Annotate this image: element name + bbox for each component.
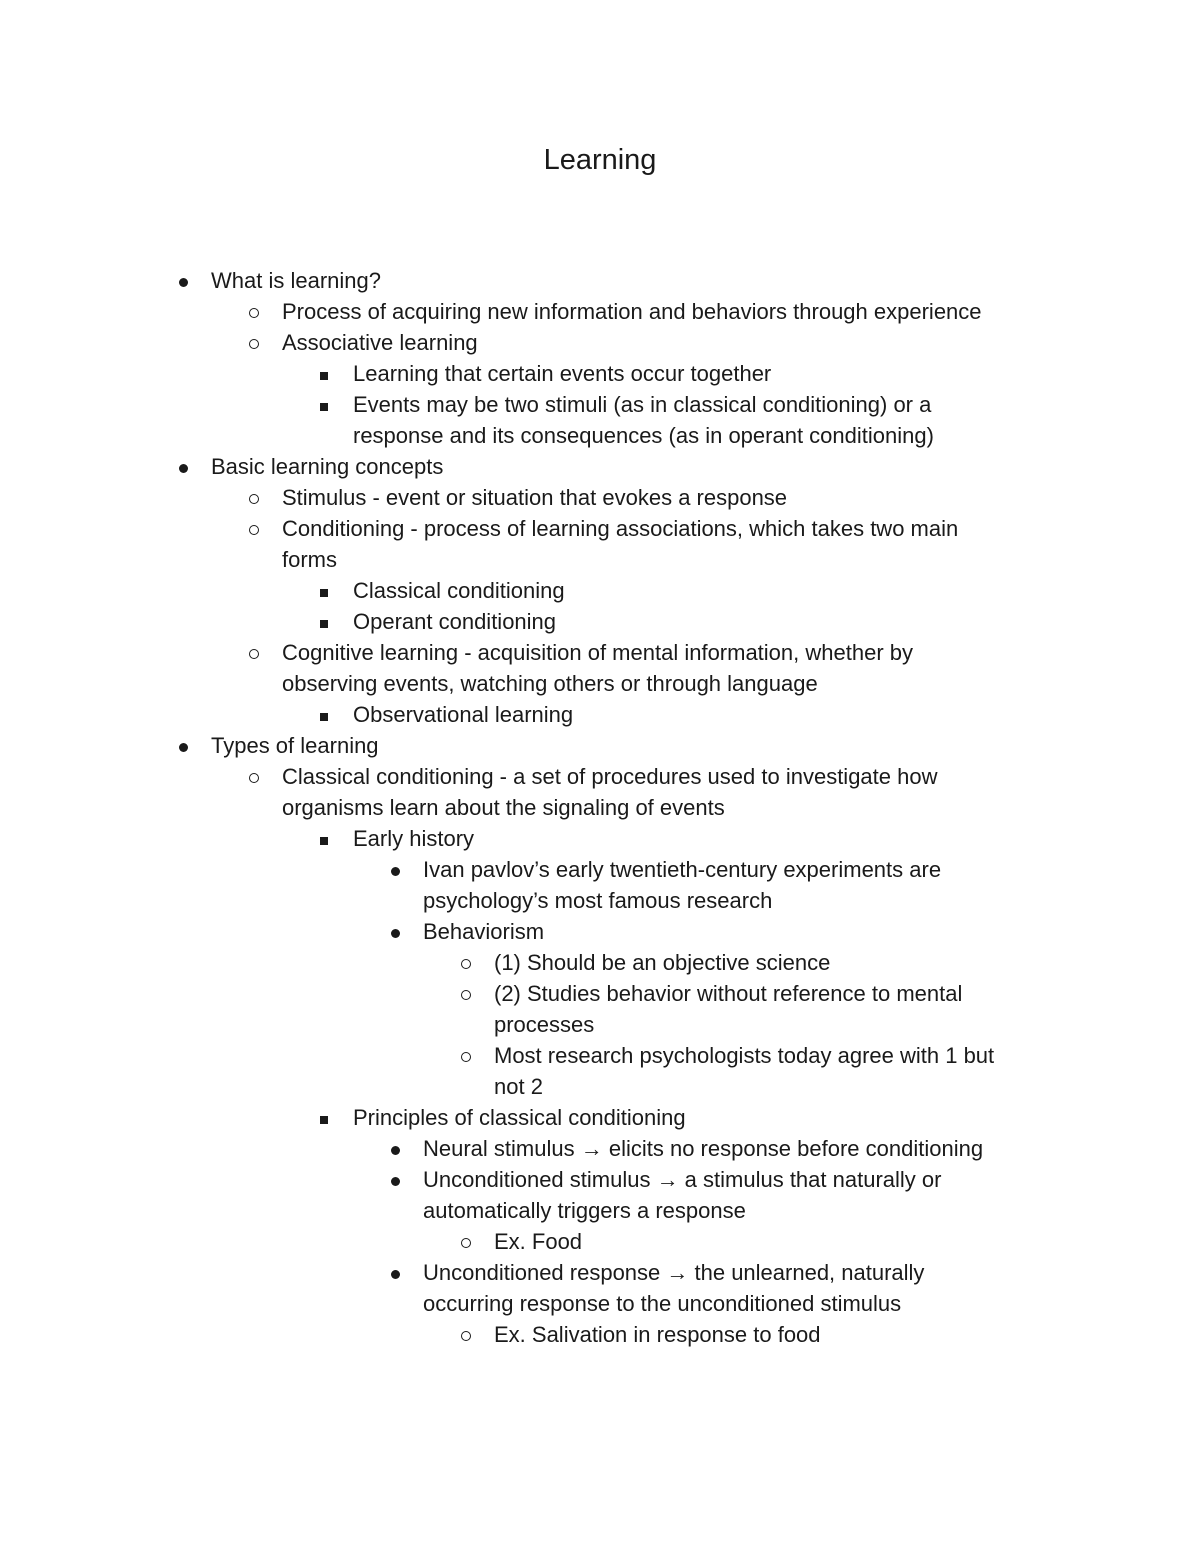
- outline-line-text: (1) Should be an objective science: [494, 950, 831, 975]
- outline-line: [0, 823, 1200, 854]
- outline-line: [0, 1102, 1200, 1133]
- outline-line-text: response and its consequences (as in operant conditioning): [353, 423, 934, 448]
- outline-line: [0, 916, 1200, 947]
- outline-line: [0, 544, 1200, 575]
- outline-line: [0, 327, 1200, 358]
- outline-line-text: Principles of classical conditioning: [353, 1105, 686, 1130]
- outline-line-text: Ex. Food: [494, 1229, 583, 1254]
- square-bullet-icon: [320, 358, 334, 389]
- outline-line: [0, 730, 1200, 761]
- outline-line-text: Cognitive learning - acquisition of mental information, whether by: [282, 640, 913, 665]
- outline-line-text: Associative learning: [282, 330, 478, 355]
- outline-line: [0, 1288, 1200, 1319]
- outline-line-text: Ex. Salivation in response to food: [494, 1322, 821, 1347]
- outline-line: [0, 668, 1200, 699]
- circle-bullet-icon: [461, 1040, 475, 1071]
- outline-line: [0, 978, 1200, 1009]
- outline-line: [0, 296, 1200, 327]
- outline-line-text: Neural stimulus → elicits no response before conditioning: [423, 1136, 984, 1161]
- outline-line-text: Unconditioned stimulus → a stimulus that naturally or: [423, 1167, 942, 1192]
- circle-bullet-icon: [461, 1226, 475, 1257]
- circle-bullet-icon: [249, 513, 263, 544]
- outline-line-text: Most research psychologists today agree with 1 but: [494, 1043, 995, 1068]
- outline-line-text: Stimulus - event or situation that evokes a response: [282, 485, 788, 510]
- circle-bullet-icon: [249, 761, 263, 792]
- dot-bullet-icon: [391, 1257, 405, 1288]
- outline-line-text: Events may be two stimuli (as in classical conditioning) or a: [353, 392, 932, 417]
- outline-line: [0, 420, 1200, 451]
- outline-line-text: Early history: [353, 826, 475, 851]
- outline-line-text: Unconditioned response → the unlearned, naturally: [423, 1260, 925, 1285]
- dot-bullet-icon: [391, 1133, 405, 1164]
- outline-line: [0, 265, 1200, 296]
- square-bullet-icon: [320, 1102, 334, 1133]
- outline-line: [0, 1195, 1200, 1226]
- circle-bullet-icon: [249, 296, 263, 327]
- outline-line-text: Ivan pavlov’s early twentieth-century experiments are: [423, 857, 942, 882]
- outline-line-text: not 2: [494, 1074, 543, 1099]
- circle-bullet-icon: [249, 637, 263, 668]
- outline-line: [0, 947, 1200, 978]
- dot-bullet-icon: [179, 451, 193, 482]
- outline-line: [0, 1319, 1200, 1350]
- outline-line-text: psychology’s most famous research: [423, 888, 773, 913]
- dot-bullet-icon: [179, 730, 193, 761]
- dot-bullet-icon: [391, 854, 405, 885]
- outline-line: [0, 792, 1200, 823]
- outline-line: [0, 1133, 1200, 1164]
- outline-line: [0, 389, 1200, 420]
- outline-line-text: Learning that certain events occur together: [353, 361, 772, 386]
- outline-line: [0, 1009, 1200, 1040]
- square-bullet-icon: [320, 575, 334, 606]
- circle-bullet-icon: [461, 947, 475, 978]
- outline-line: [0, 1040, 1200, 1071]
- outline-line-text: processes: [494, 1012, 595, 1037]
- square-bullet-icon: [320, 606, 334, 637]
- outline-line-text: What is learning?: [211, 268, 381, 293]
- page-title: Learning: [543, 144, 657, 176]
- outline-line-text: forms: [282, 547, 337, 572]
- outline-line-text: Process of acquiring new information and behaviors through experience: [282, 299, 982, 324]
- circle-bullet-icon: [249, 327, 263, 358]
- outline-line: [0, 854, 1200, 885]
- outline-line-text: Basic learning concepts: [211, 454, 444, 479]
- outline-line: [0, 1257, 1200, 1288]
- outline-line: [0, 885, 1200, 916]
- square-bullet-icon: [320, 823, 334, 854]
- outline-line: [0, 606, 1200, 637]
- outline-line-text: organisms learn about the signaling of events: [282, 795, 725, 820]
- outline-line: [0, 761, 1200, 792]
- outline-line: [0, 482, 1200, 513]
- dot-bullet-icon: [391, 916, 405, 947]
- dot-bullet-icon: [179, 265, 193, 296]
- outline-line: [0, 1226, 1200, 1257]
- outline-line-text: Operant conditioning: [353, 609, 557, 634]
- outline-line: [0, 1071, 1200, 1102]
- outline-line-text: observing events, watching others or through language: [282, 671, 818, 696]
- outline-line: [0, 358, 1200, 389]
- outline-line-text: Behaviorism: [423, 919, 545, 944]
- outline-line-text: (2) Studies behavior without reference to mental: [494, 981, 963, 1006]
- outline-line-text: automatically triggers a response: [423, 1198, 746, 1223]
- outline-line-text: Classical conditioning - a set of procedures used to investigate how: [282, 764, 938, 789]
- outline-line: [0, 637, 1200, 668]
- circle-bullet-icon: [461, 978, 475, 1009]
- circle-bullet-icon: [249, 482, 263, 513]
- outline-line: [0, 451, 1200, 482]
- outline-line-text: occurring response to the unconditioned stimulus: [423, 1291, 902, 1316]
- outline-line: [0, 575, 1200, 606]
- outline-line: [0, 699, 1200, 730]
- outline-line: [0, 513, 1200, 544]
- square-bullet-icon: [320, 389, 334, 420]
- outline-list: [0, 265, 1200, 1350]
- outline-line: [0, 1164, 1200, 1195]
- dot-bullet-icon: [391, 1164, 405, 1195]
- outline-line-text: Classical conditioning: [353, 578, 565, 603]
- outline-line-text: Observational learning: [353, 702, 574, 727]
- square-bullet-icon: [320, 699, 334, 730]
- outline-line-text: Types of learning: [211, 733, 379, 758]
- outline-line-text: Conditioning - process of learning associations, which takes two main: [282, 516, 959, 541]
- circle-bullet-icon: [461, 1319, 475, 1350]
